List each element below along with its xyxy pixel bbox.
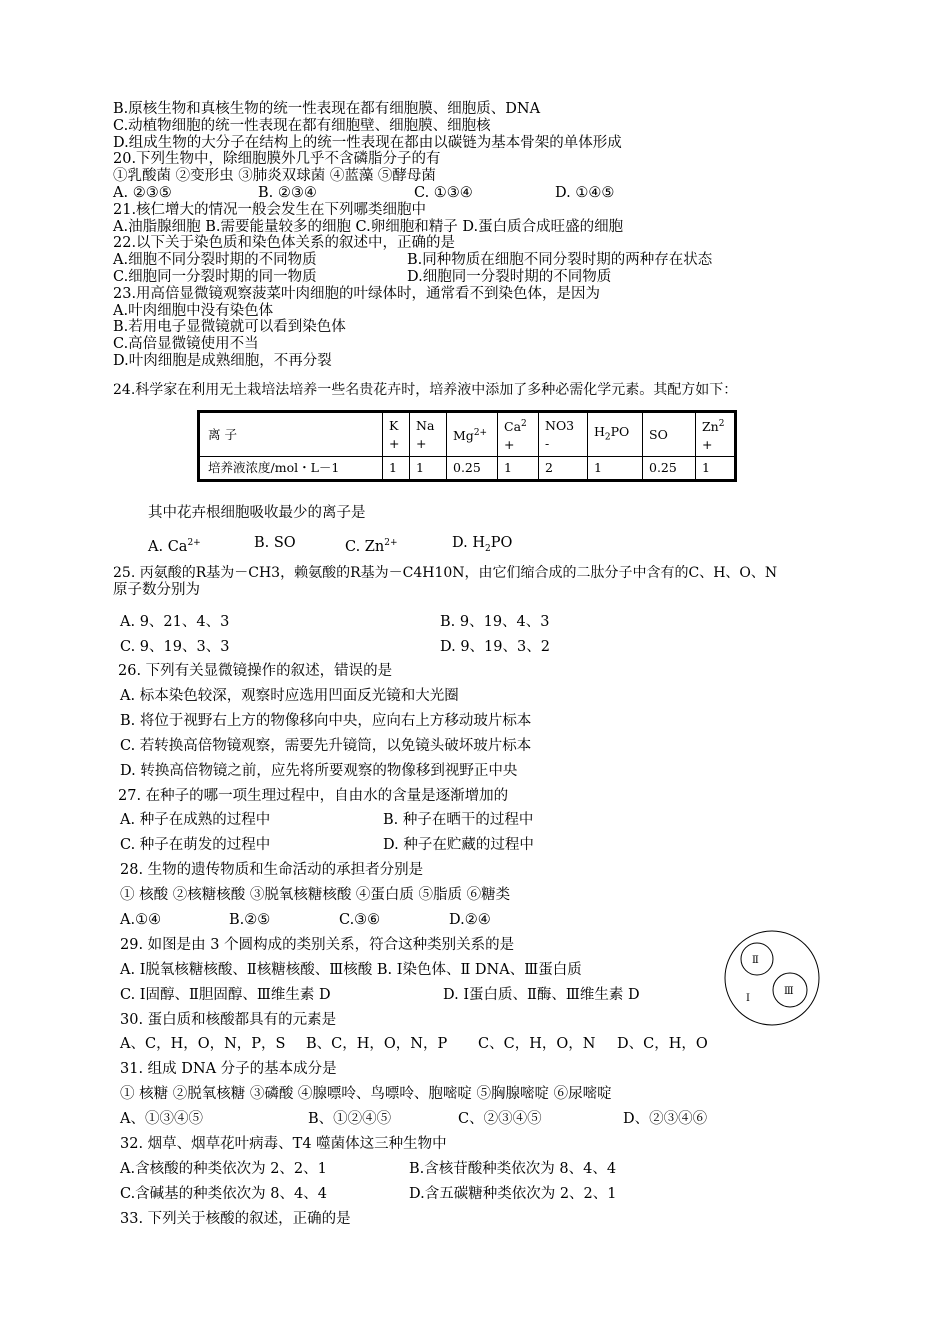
question-27-option-d: D. 种子在贮藏的过程中 [383, 837, 534, 853]
question-27-option-c: C. 种子在萌发的过程中 [120, 837, 271, 853]
ion-charge: - [545, 435, 550, 451]
ion-symbol: K [389, 417, 399, 433]
table-header-row [199, 412, 736, 457]
question-24-option-c [345, 535, 398, 556]
question-31-items: ① 核糖 ②脱氧核糖 ③磷酸 ④腺嘌呤、鸟嘌呤、胞嘧啶 ⑤胸腺嘧啶 ⑥尿嘧啶 [120, 1086, 612, 1102]
question-21-stem: 21.核仁增大的情况一般会发生在下列哪类细胞中 [113, 202, 427, 218]
ion-charge: + [702, 437, 713, 453]
table-header-cell [199, 412, 383, 457]
question-25-stem: 25. 丙氨酸的R基为－CH3，赖氨酸的R基为－C4H10N，由它们缩合成的二肽分子中含有的C、H、O、N [113, 565, 778, 581]
table-header-cell [410, 412, 447, 457]
option-text: PO [490, 535, 513, 551]
table-cell: 1 [410, 457, 447, 481]
ion-symbol: NO3 [545, 417, 575, 433]
question-26-option-a: A. 标本染色较深，观察时应选用凹面反光镜和大光圈 [120, 688, 459, 704]
question-29-option-c: C. Ⅰ固醇、Ⅱ胆固醇、Ⅲ维生素 D [120, 987, 331, 1003]
header-label: 离 子 [208, 426, 237, 442]
table-header-cell [447, 412, 498, 457]
question-24-stem: 24.科学家在利用无土栽培法培养一些名贵花卉时，培养液中添加了多种必需化学元素。其配方如下： [113, 382, 738, 398]
question-23-option-d: D.叶肉细胞是成熟细胞，不再分裂 [113, 353, 332, 369]
table-header-cell [643, 412, 696, 457]
question-33-stem: 33. 下列关于核酸的叙述，正确的是 [120, 1211, 351, 1227]
ion-symbol: Na [416, 417, 435, 433]
question-31-option-b: B、①②④⑤ [308, 1111, 392, 1127]
table-cell: 2 [539, 457, 588, 481]
question-23-stem: 23.用高倍显微镜观察菠菜叶肉细胞的叶绿体时，通常看不到染色体，是因为 [113, 286, 601, 302]
question-21-options: A.油脂腺细胞 B.需要能量较多的细胞 C.卵细胞和精子 D.蛋白质合成旺盛的细胞 [113, 219, 624, 235]
question-20-option-b: B. ②③④ [258, 185, 317, 201]
venn-diagram [722, 928, 822, 1028]
question-30-option-c: C、C，H，O，N [478, 1036, 596, 1052]
question-28-option-b: B.②⑤ [229, 912, 271, 928]
table-cell: 1 [498, 457, 539, 481]
question-25-option-d: D. 9、19、3、2 [440, 639, 550, 655]
table-cell: 1 [696, 457, 736, 481]
question-29-options-ab: A. Ⅰ脱氧核糖核酸、Ⅱ核糖核酸、Ⅲ核酸 B. Ⅰ染色体、Ⅱ DNA、Ⅲ蛋白质 [120, 962, 582, 978]
question-20-stem: 20.下列生物中，除细胞膜外几乎不含磷脂分子的有 [113, 151, 441, 167]
question-20-option-d: D. ①④⑤ [555, 185, 615, 201]
ion-subscript: 2 [484, 543, 491, 554]
table-cell: 0.25 [447, 457, 498, 481]
question-31-option-c: C、②③④⑤ [458, 1111, 542, 1127]
question-22-stem: 22.以下关于染色质和染色体关系的叙述中，正确的是 [113, 235, 456, 251]
option-line: D.组成生物的大分子在结构上的统一性表现在都由以碳链为基本骨架的单体形成 [113, 135, 622, 151]
ion-symbol: PO [610, 423, 630, 439]
ion-charge: 2 [718, 419, 725, 429]
option-text: B. SO [254, 535, 296, 551]
table-row [199, 457, 736, 481]
question-28-stem: 28. 生物的遗传物质和生命活动的承担者分别是 [120, 862, 424, 878]
option-text: C. Zn [345, 538, 385, 555]
table-header-cell [588, 412, 643, 457]
question-32-option-d: D.含五碳糖种类依次为 2、2、1 [409, 1186, 617, 1202]
question-22-option-b: B.同种物质在细胞不同分裂时期的两种存在状态 [407, 252, 713, 268]
question-30-option-d: D、C，H，O [617, 1036, 708, 1052]
table-cell: 1 [588, 457, 643, 481]
ion-symbol: SO [649, 426, 668, 442]
label-i: Ⅰ [746, 993, 750, 1004]
question-22-option-a: A.细胞不同分裂时期的不同物质 [113, 252, 317, 268]
question-24-ask: 其中花卉根细胞吸收最少的离子是 [148, 505, 366, 521]
ion-charge: + [416, 435, 427, 451]
table-header-cell [696, 412, 736, 457]
question-24-option-a [148, 535, 201, 556]
ion-charge: + [504, 437, 515, 453]
question-32-option-c: C.含碱基的种类依次为 8、4、4 [120, 1186, 327, 1202]
question-28-option-c: C.③⑥ [339, 912, 381, 928]
table-cell: 0.25 [643, 457, 696, 481]
option-line: C.动植物细胞的统一性表现在都有细胞壁、细胞膜、细胞核 [113, 118, 491, 134]
ion-symbol: Ca [504, 419, 522, 435]
question-22-option-d: D.细胞同一分裂时期的不同物质 [407, 269, 612, 285]
question-32-option-b: B.含核苷酸种类依次为 8、4、4 [409, 1161, 617, 1177]
question-28-items: ① 核酸 ②核糖核酸 ③脱氧核糖核酸 ④蛋白质 ⑤脂质 ⑥糖类 [120, 887, 511, 903]
question-23-option-a: A.叶肉细胞中没有染色体 [113, 303, 274, 319]
question-24-option-d [452, 535, 512, 558]
question-28-option-a: A.①④ [120, 912, 162, 928]
question-20-option-a: A. ②③⑤ [113, 185, 172, 201]
table-cell: 1 [383, 457, 410, 481]
question-28-option-d: D.②④ [449, 912, 491, 928]
question-22-option-c: C.细胞同一分裂时期的同一物质 [113, 269, 317, 285]
question-30-option-a: A、C，H，O，N，P，S [120, 1036, 286, 1052]
question-32-option-a: A.含核酸的种类依次为 2、2、1 [120, 1161, 327, 1177]
question-30-option-b: B、C，H，O，N，P [306, 1036, 448, 1052]
table-header-cell [383, 412, 410, 457]
question-31-option-d: D、②③④⑥ [623, 1111, 708, 1127]
circle-outer [725, 931, 819, 1025]
question-29-stem: 29. 如图是由 3 个圆构成的类别关系，符合这种类别关系的是 [120, 937, 515, 953]
table-header-cell [498, 412, 539, 457]
ion-charge: 2+ [384, 538, 398, 548]
ion-symbol: H [594, 423, 605, 439]
question-29-option-d: D. Ⅰ蛋白质、Ⅱ酶、Ⅲ维生素 D [443, 987, 640, 1003]
question-32-stem: 32. 烟草、烟草花叶病毒、T4 噬菌体这三种生物中 [120, 1136, 447, 1152]
ion-charge: 2+ [473, 428, 488, 438]
ion-charge: 2+ [187, 538, 201, 548]
question-23-option-b: B.若用电子显微镜就可以看到染色体 [113, 319, 346, 335]
question-26-option-c: C. 若转换高倍物镜观察，需要先升镜筒，以免镜头破坏玻片标本 [120, 738, 532, 754]
question-26-option-b: B. 将位于视野右上方的物像移向中央，应向右上方移动玻片标本 [120, 713, 532, 729]
ion-symbol: Mg [453, 428, 474, 444]
question-25-stem-cont: 原子数分别为 [113, 582, 200, 598]
question-27-option-a: A. 种子在成熟的过程中 [120, 812, 271, 828]
label-ii: Ⅱ [752, 955, 759, 966]
table-cell: 培养液浓度/mol・L－1 [199, 457, 383, 481]
label-iii: Ⅲ [784, 986, 794, 997]
ion-charge: + [389, 435, 400, 451]
question-26-option-d: D. 转换高倍物镜之前，应先将所要观察的物像移到视野正中央 [120, 763, 518, 779]
question-24-option-b [254, 535, 296, 552]
question-23-option-c: C.高倍显微镜使用不当 [113, 336, 259, 352]
option-line: B.原核生物和真核生物的统一性表现在都有细胞膜、细胞质、DNA [113, 101, 541, 117]
option-text: A. Ca [148, 538, 188, 555]
ion-symbol: Zn [702, 419, 719, 435]
ion-table [197, 410, 737, 482]
ion-subscript: 2 [604, 432, 611, 443]
question-31-option-a: A、①③④⑤ [120, 1111, 203, 1127]
question-25-option-a: A. 9、21、4、3 [120, 614, 230, 630]
option-text: D. H [452, 535, 485, 551]
question-27-stem: 27. 在种子的哪一项生理过程中，自由水的含量是逐渐增加的 [118, 788, 509, 804]
table-header-cell [539, 412, 588, 457]
question-25-option-c: C. 9、19、3、3 [120, 639, 230, 655]
question-30-stem: 30. 蛋白质和核酸都具有的元素是 [120, 1012, 337, 1028]
question-20-option-c: C. ①③④ [414, 185, 473, 201]
question-26-stem: 26. 下列有关显微镜操作的叙述，错误的是 [118, 663, 393, 679]
question-31-stem: 31. 组成 DNA 分子的基本成分是 [120, 1061, 337, 1077]
ion-charge: 2 [521, 419, 527, 429]
question-25-option-b: B. 9、19、4、3 [440, 614, 550, 630]
question-20-items: ①乳酸菌 ②变形虫 ③肺炎双球菌 ④蓝藻 ⑤酵母菌 [113, 168, 436, 184]
question-27-option-b: B. 种子在晒干的过程中 [383, 812, 534, 828]
